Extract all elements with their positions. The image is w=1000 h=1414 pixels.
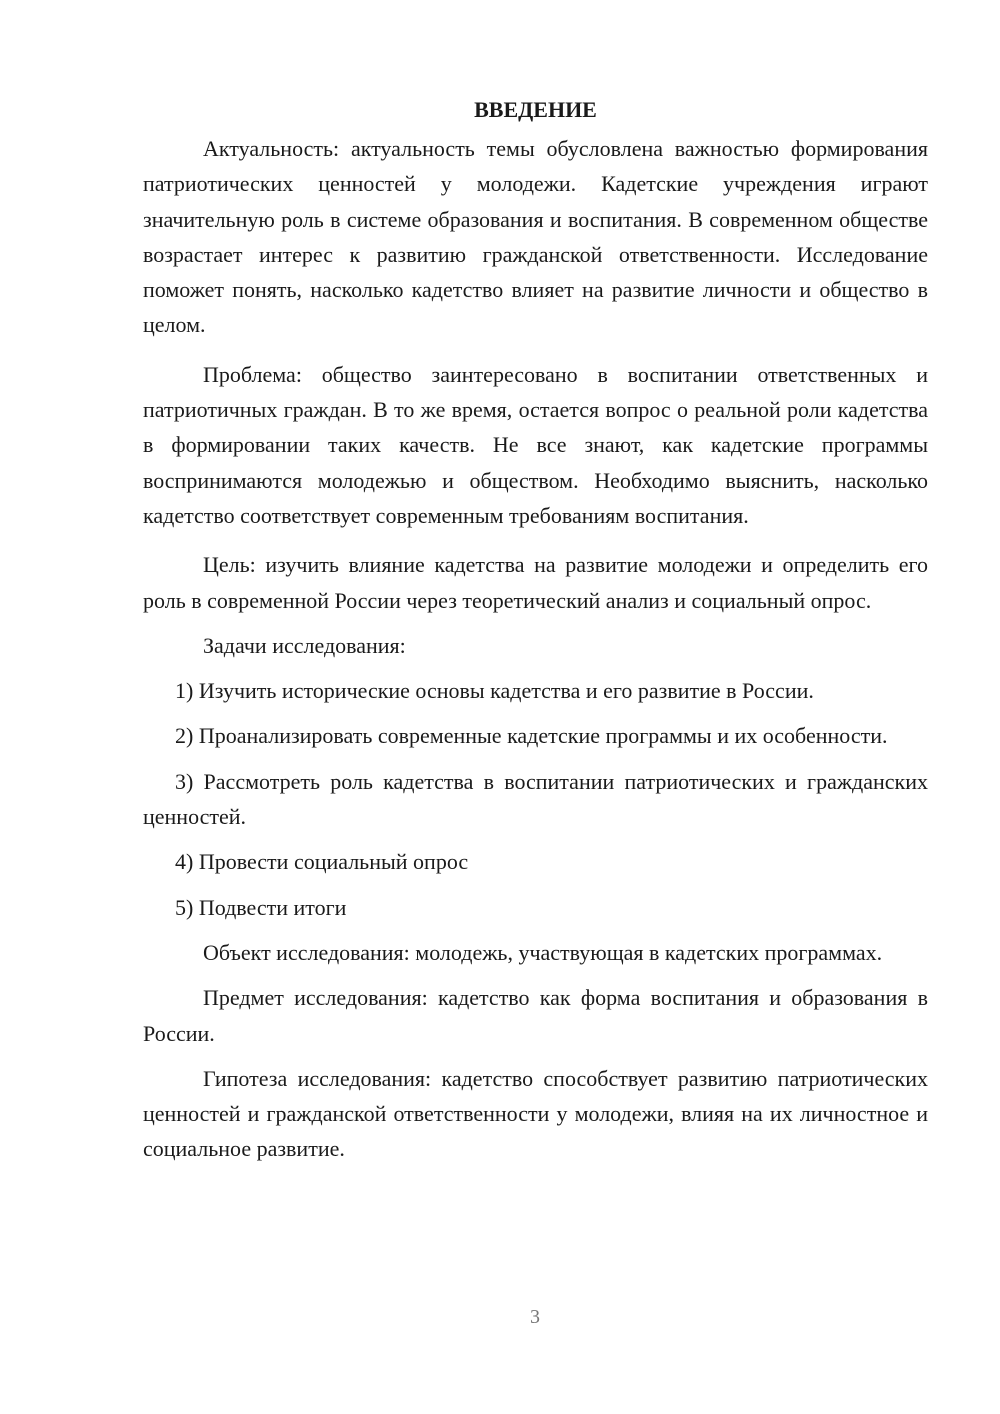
page-number: 3 xyxy=(530,1306,540,1328)
paragraph-subject: Предмет исследования: кадетство как форма воспитания и образования в России. xyxy=(143,985,928,1046)
paragraph-hypothesis: Гипотеза исследования: кадетство способствует развитию патриотических ценностей и гражданской ответственности у молодежи, влияя на их личностное и социальное развитие. xyxy=(143,1065,928,1162)
paragraph-object: Объект исследования: молодежь, участвующая в кадетских программах. xyxy=(203,939,883,965)
document-page xyxy=(143,92,928,1167)
task-item-3: 3) Рассмотреть роль кадетства в воспитании патриотических и гражданских ценностей. xyxy=(143,768,928,830)
task-item-2: 2) Проанализировать современные кадетские программы и их особенности. xyxy=(175,723,888,749)
paragraph-problem: Проблема: общество заинтересовано в воспитании ответственных и патриотичных граждан. В то же время, остается вопрос о реальной роли кадетства в формировании таких качеств. Не все знают, как кадетские программы воспринимаются молодежью и обществом. Необходимо выяснить, насколько кадетство соответствует современным требованиям воспитания. xyxy=(143,361,928,528)
tasks-heading: Задачи исследования: xyxy=(203,632,406,658)
paragraph-relevance: Актуальность: актуальность темы обусловлена важностью формирования патриотических ценностей у молодежи. Кадетские учреждения играют значительную роль в системе образования и воспитания. В современном обществе возрастает интерес к развитию гражданской ответственности. Исследование поможет понять, насколько кадетство влияет на развитие личности и общество в целом. xyxy=(143,136,928,338)
task-item-5: 5) Подвести итоги xyxy=(175,894,347,920)
task-item-1: 1) Изучить исторические основы кадетства и его развитие в России. xyxy=(175,678,814,704)
section-title: ВВЕДЕНИЕ xyxy=(474,97,597,122)
task-item-4: 4) Провести социальный опрос xyxy=(175,849,469,875)
paragraph-goal: Цель: изучить влияние кадетства на развитие молодежи и определить его роль в современной России через теоретический анализ и социальный опрос. xyxy=(143,552,928,613)
